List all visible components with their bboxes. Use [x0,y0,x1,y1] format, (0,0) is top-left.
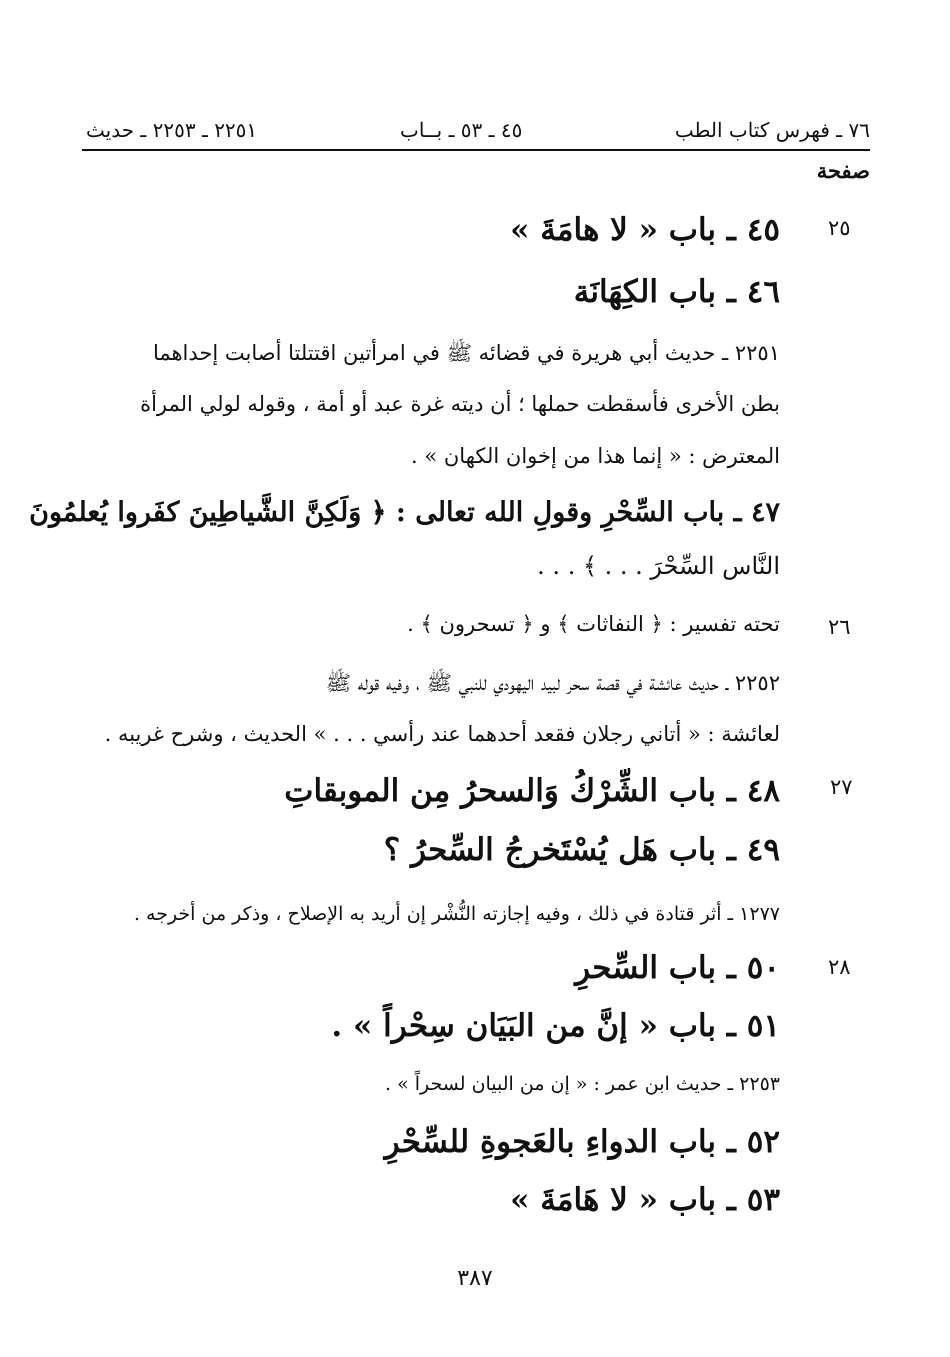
chapter-heading-47-line-2: النَّاس السِّحْرَ . . . ﴾ . . . [537,552,780,580]
page-ref-27: ٢٧ [830,775,853,799]
chapter-heading-52: ٥٢ ـ باب الدواءِ بالعَجوةِ للسِّحْرِ [384,1124,780,1160]
header-rule [82,149,870,151]
hadith-2251-line-1: ٢٢٥١ ـ حديث أبي هريرة في قضائه ﷺ في امرأتين اقتتلتا أصابت إحداهما [152,341,780,365]
hadith-2251-line-3: المعترض : « إنما هذا من إخوان الكهان » . [411,444,780,468]
hadith-2252-line-2: لعائشة : « أتاني رجلان فقعد أحدهما عند رأسي . . . » الحديث ، وشرح غريبه . [104,722,780,746]
hadith-2253: ٢٢٥٣ ـ حديث ابن عمر : « إن من البيان لسحراً » . [385,1073,780,1095]
chapter-heading-49: ٤٩ ـ باب هَل يُسْتَخرجُ السِّحرُ ؟ [383,832,780,868]
page-number: ٣٨٧ [457,1266,493,1291]
page-ref-26: ٢٦ [828,615,851,639]
page-ref-25: ٢٥ [828,216,851,240]
athar-1277: ١٢٧٧ ـ أثر قتادة في ذلك ، وفيه إجازته النُّشْر إن أريد به الإصلاح ، وذكر من أخرجه . [133,903,780,925]
chapter-heading-45: ٤٥ ـ باب « لا هامَةَ » [510,212,780,248]
header-chapter-range: ٤٥ ـ ٥٣ ـ بــاب [400,118,523,142]
chapter-heading-53: ٥٣ ـ باب « لا هَامَةَ » [510,1182,780,1218]
chapter-heading-48: ٤٨ ـ باب الشِّرْكُ وَالسحرُ مِن الموبقاتِ [284,773,780,809]
page-column-label: صفحة [816,158,870,183]
chapter-heading-51: ٥١ ـ باب « إنَّ من البَيَان سِحْراً » . [331,1008,780,1044]
header-book-title: ٧٦ ـ فهرس كتاب الطب [674,118,870,142]
chapter-heading-46: ٤٦ ـ باب الكِهَانَة [573,274,780,310]
page-ref-28: ٢٨ [828,955,851,979]
header-hadith-range: ٢٢٥١ ـ ٢٢٥٣ ـ حديث [86,118,258,142]
hadith-2252-line-1: ٢٢٥٢ ـ حديث عائشة في قصة سحر لبيد اليهودي للنبي ﷺ ، وفيه قوله ﷺ [325,671,780,695]
chapter-heading-47-line-1: ٤٧ ـ باب السِّحْرِ وقولِ الله تعالى : ﴿ وَلَكِنَّ الشَّياطِينَ كفَروا يُعلمُونَ [29,497,780,528]
tafsir-note: تحته تفسير : ﴿ النفاثات ﴾ و ﴿ تسحرون ﴾ . [407,612,780,636]
chapter-heading-50: ٥٠ ـ باب السِّحرِ [575,950,780,986]
hadith-2251-line-2: بطن الأخرى فأسقطت حملها ؛ أن ديته غرة عبد أو أمة ، وقوله لولي المرأة [140,392,780,416]
